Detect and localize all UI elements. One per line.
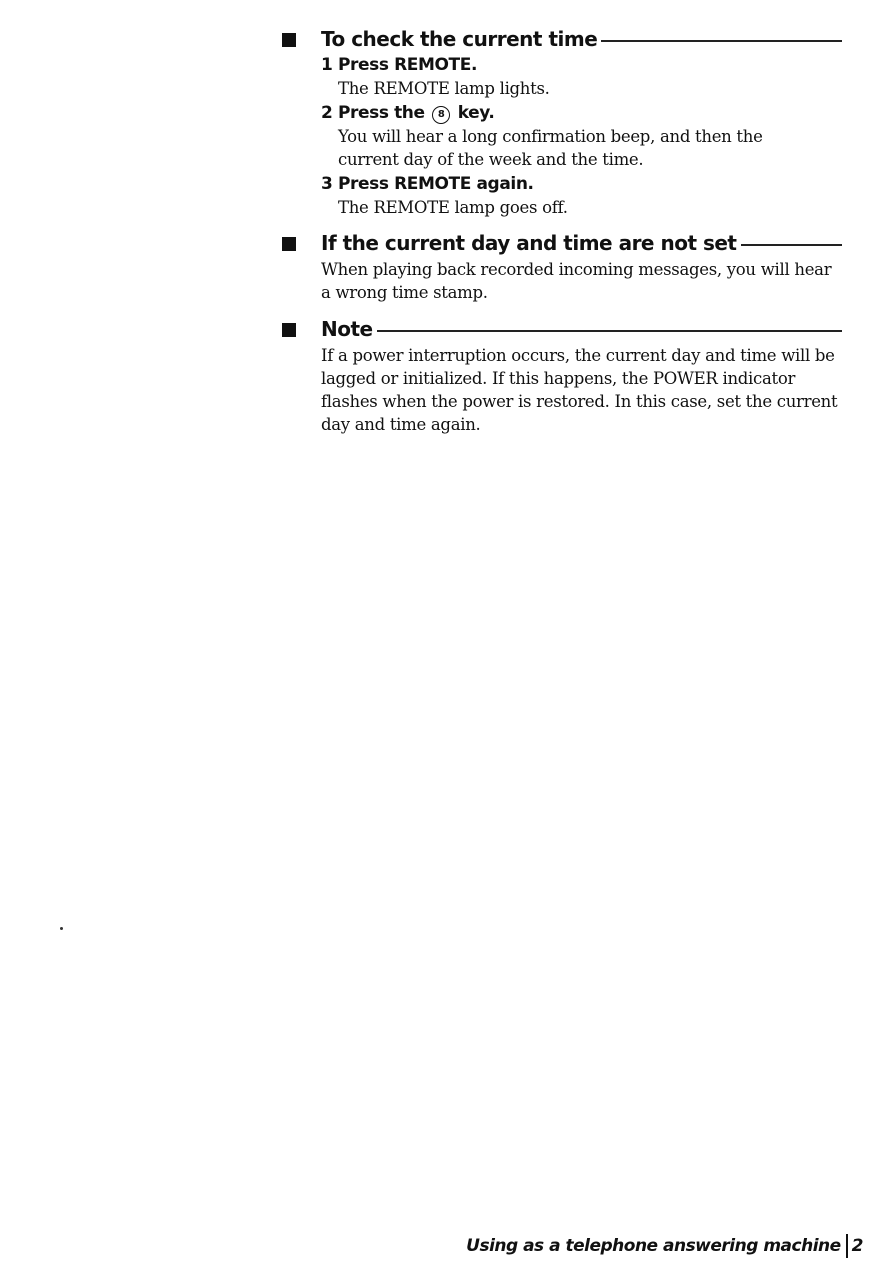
step-title-after: key. <box>457 103 495 123</box>
section-body <box>321 258 842 304</box>
section-heading: To check the current time <box>321 27 598 51</box>
section-body <box>321 344 842 436</box>
heading-rule <box>741 244 843 246</box>
footer-section-title: Using as a telephone answering machine <box>466 1236 841 1256</box>
section-heading: Note <box>321 317 373 341</box>
steps-list <box>321 53 842 219</box>
square-bullet-icon <box>282 33 296 47</box>
section-heading-row <box>282 230 842 256</box>
heading-rule <box>377 330 842 332</box>
section-not-set <box>282 230 842 304</box>
note-text: If a power interruption occurs, the current day and time will be lagged or initialized. If this happens, the POWER indicator flashes when the power is restored. In this case, set the current day and time again. <box>321 346 838 434</box>
page-number: 2 <box>851 1236 863 1256</box>
section-note <box>282 316 842 436</box>
square-bullet-icon <box>282 237 296 251</box>
step-title: 1 Press REMOTE. <box>321 55 478 75</box>
footer-divider <box>846 1234 848 1258</box>
step-title <box>321 101 842 125</box>
step-description: You will hear a long confirmation beep, and then the current day of the week and the time. <box>338 127 763 169</box>
key-8-icon: 8 <box>432 106 450 124</box>
step-description: The REMOTE lamp goes off. <box>338 198 568 217</box>
step-title: 3 Press REMOTE again. <box>321 174 534 194</box>
scan-speck <box>60 927 63 930</box>
page-footer <box>466 1234 863 1258</box>
section-text: When playing back recorded incoming messages, you will hear a wrong time stamp. <box>321 260 832 302</box>
square-bullet-icon <box>282 323 296 337</box>
section-heading-row <box>282 26 842 52</box>
section-check-time <box>282 26 842 219</box>
heading-rule <box>601 40 842 42</box>
section-heading-row <box>282 316 842 342</box>
step-description: The REMOTE lamp lights. <box>338 79 550 98</box>
step-title-before: 2 Press the <box>321 103 425 123</box>
section-heading: If the current day and time are not set <box>321 231 737 255</box>
